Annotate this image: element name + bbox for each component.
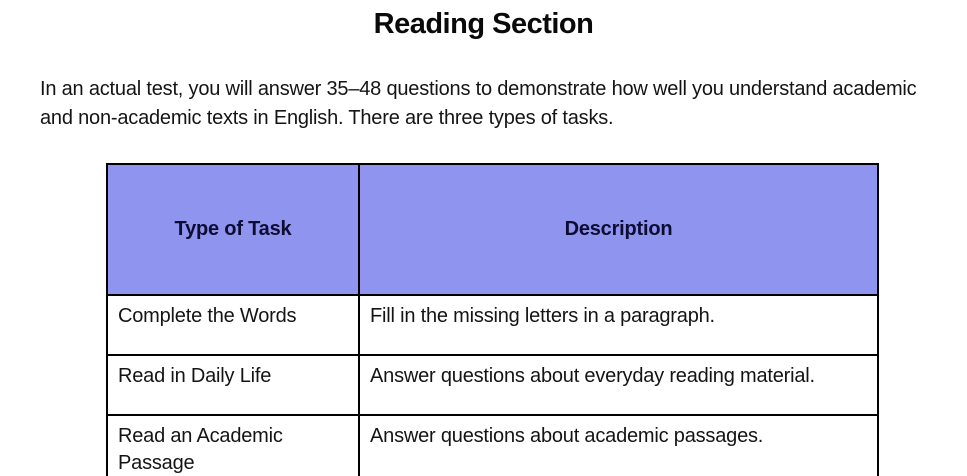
task-types-table bbox=[106, 163, 879, 476]
page-title: Reading Section bbox=[373, 8, 594, 40]
table-row bbox=[107, 295, 878, 355]
task-cell: Read in Daily Life bbox=[107, 355, 359, 415]
intro-paragraph: In an actual test, you will answer 35–48 questions to demonstrate how well you understand academic and non-academic texts in English. There are three types of tasks. bbox=[40, 78, 917, 129]
task-cell: Read an Academic Passage bbox=[107, 415, 359, 476]
description-cell: Answer questions about academic passages. bbox=[359, 415, 878, 476]
table-header-type-of-task: Type of Task bbox=[107, 164, 359, 295]
table-row bbox=[107, 355, 878, 415]
task-cell: Complete the Words bbox=[107, 295, 359, 355]
description-cell: Answer questions about everyday reading material. bbox=[359, 355, 878, 415]
description-cell: Fill in the missing letters in a paragraph. bbox=[359, 295, 878, 355]
table-row bbox=[107, 415, 878, 476]
table-header-row bbox=[107, 164, 878, 295]
reading-section-page bbox=[0, 8, 967, 476]
table-header-description: Description bbox=[359, 164, 878, 295]
